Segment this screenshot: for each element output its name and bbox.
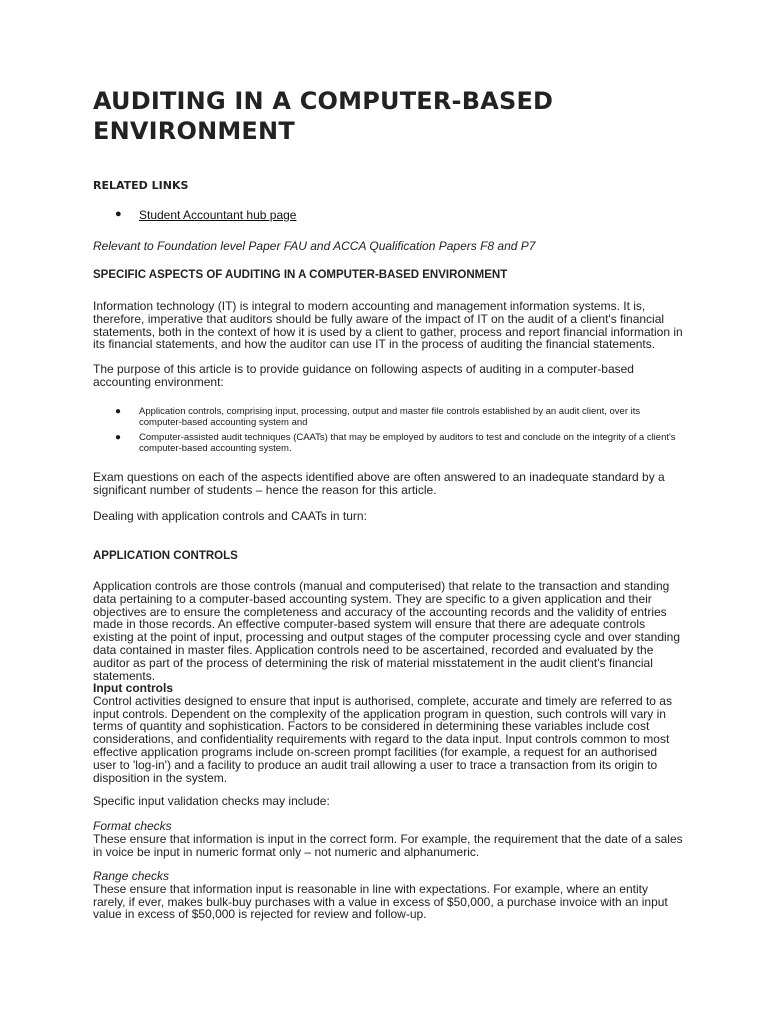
input-controls-heading: Input controls	[93, 681, 173, 695]
relevance-note: Relevant to Foundation level Paper FAU and ACCA Qualification Papers F8 and P7	[93, 239, 536, 253]
bullet-icon: ●	[115, 406, 122, 417]
intro-paragraph: Information technology (IT) is integral to modern accounting and management information systems. It is, therefore, imperative that auditors should be fully aware of the impact of IT on the audit of a client's financial statements, both in the context of how it is used by a client to gather, process and report financial information in its financial statements, and how the auditor can use IT in the process of auditing the financial statements.	[93, 299, 683, 352]
application-controls-paragraph: Application controls are those controls (manual and computerised) that relate to the transaction and standing data pertaining to a computer-based accounting system. They are specific to a given application and their objectives are to ensure the completeness and accuracy of the accounting records and the validity of entries made in those records. An effective computer-based system will ensure that there are adequate controls existing at the point of input, processing and output stages of the computer processing cycle and over standing data contained in master files. Application controls need to be ascertained, recorded and evaluated by the auditor as part of the process of determining the risk of material misstatement in the audit client's financial statements.	[93, 579, 681, 683]
student-accountant-hub-link[interactable]: Student Accountant hub page	[139, 208, 297, 222]
application-controls-heading: APPLICATION CONTROLS	[93, 550, 238, 562]
aspects-list	[93, 406, 683, 458]
format-checks-heading: Format checks	[93, 819, 172, 833]
validation-intro: Specific input validation checks may include:	[93, 794, 330, 808]
input-controls-section	[93, 682, 683, 784]
bullet-icon: ●	[115, 208, 122, 220]
specific-aspects-heading: SPECIFIC ASPECTS OF AUDITING IN A COMPUTER-BASED ENVIRONMENT	[93, 269, 508, 281]
aspect-text: Application controls, comprising input, processing, output and master file controls established by an audit client, over its computer-based accounting system and	[139, 406, 641, 428]
exam-paragraph: Exam questions on each of the aspects identified above are often answered to an inadequate standard by a significant number of students – hence the reason for this article.	[93, 470, 665, 497]
related-links-list	[93, 208, 296, 222]
format-checks-text: These ensure that information is input in the correct form. For example, the requirement that the date of a sales in voice be input in numeric format only – not numeric and alphanumeric.	[93, 831, 683, 859]
input-controls-text: Control activities designed to ensure that input is authorised, complete, accurate and timely are referred to as input controls. Dependent on the complexity of the application program in question, such controls will vary in terms of quantity and sophistication. Factors to be considered in determining these variables include cost considerations, and confidentiality requirements with regard to the data input. Input controls common to most effective application programs include on-screen prompt facilities (for example, a request for an authorised user to 'log-in') and a facility to produce an audit trail allowing a user to trace a transaction from its origin to disposition in the system.	[93, 693, 672, 785]
range-checks-heading: Range checks	[93, 869, 170, 883]
aspect-text: Computer-assisted audit techniques (CAATs) that may be employed by auditors to test and conclude on the integrity of a client's computer-based accounting system.	[139, 432, 676, 454]
range-checks-text: These ensure that information input is reasonable in line with expectations. For example, where an entity rarely, if ever, makes bulk-buy purchases with a value in excess of $50,000, a purchase invoice with an input value in excess of $50,000 is rejected for review and follow-up.	[93, 881, 668, 922]
related-links-heading: RELATED LINKS	[93, 179, 189, 192]
format-checks-section	[93, 820, 683, 858]
range-checks-section	[93, 870, 683, 921]
list-item	[93, 208, 296, 222]
list-item	[93, 432, 683, 454]
list-item	[93, 406, 683, 428]
purpose-paragraph: The purpose of this article is to provide guidance on following aspects of auditing in a computer-based accounting environment:	[93, 362, 634, 389]
dealing-paragraph: Dealing with application controls and CAATs in turn:	[93, 509, 367, 523]
bullet-icon: ●	[115, 432, 122, 443]
page-title: AUDITING IN A COMPUTER-BASED ENVIRONMENT	[93, 87, 554, 145]
document-page	[93, 86, 683, 922]
